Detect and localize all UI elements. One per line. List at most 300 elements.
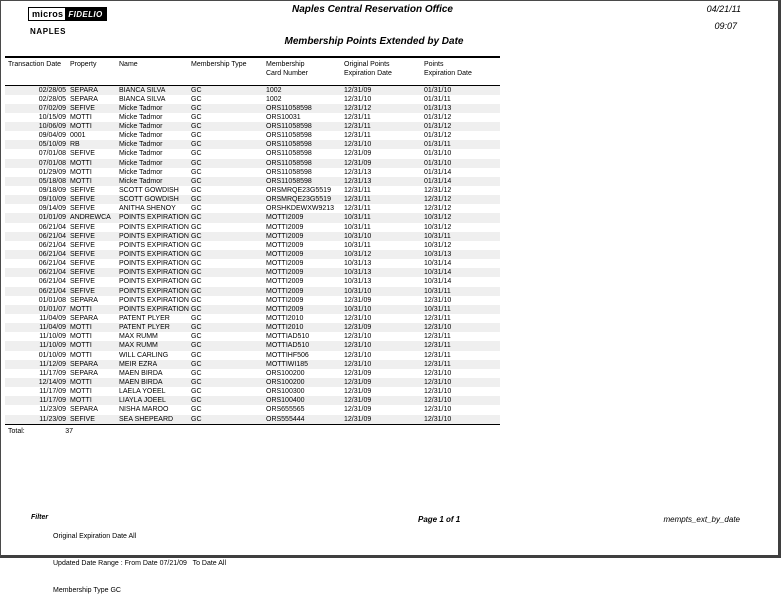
cell-card_number: MOTTI2009 [266, 214, 304, 222]
cell-name: MAX RUMM [119, 333, 158, 341]
cell-card_number: MOTTIAD510 [266, 342, 310, 350]
cell-name: Micke Tadmor [119, 168, 163, 176]
cell-membership_type: GC [191, 305, 202, 313]
cell-card_number: MOTTI2009 [266, 232, 304, 240]
cell-transaction_date: 11/17/09 [39, 369, 66, 377]
office-title: Naples Central Reservation Office [292, 4, 453, 15]
cell-name: SCOTT GOWDISH [119, 187, 179, 195]
cell-original_points_expiration_date: 12/31/09 [344, 159, 372, 167]
cell-points_expiration_date: 10/31/13 [424, 251, 452, 259]
cell-membership_type: GC [191, 214, 202, 222]
cell-property: SEFIVE [70, 251, 95, 259]
table-row [5, 396, 500, 405]
cell-property: SEFIVE [70, 196, 95, 204]
cell-transaction_date: 10/15/09 [38, 113, 66, 121]
cell-card_number: ORS11058598 [266, 159, 312, 167]
cell-original_points_expiration_date: 12/31/11 [344, 113, 371, 121]
cell-property: MOTTI [70, 351, 92, 359]
cell-card_number: ORS11058598 [266, 123, 312, 131]
cell-name: NISHA MAROO [119, 406, 169, 414]
cell-transaction_date: 11/04/09 [39, 324, 66, 332]
table-row [5, 95, 500, 104]
cell-transaction_date: 09/10/09 [38, 196, 66, 204]
cell-original_points_expiration_date: 10/31/10 [344, 232, 372, 240]
cell-card_number: ORS100200 [266, 369, 305, 377]
cell-membership_type: GC [191, 296, 202, 304]
cell-transaction_date: 12/14/09 [38, 379, 66, 386]
cell-property: MOTTI [70, 388, 92, 396]
cell-card_number: MOTTI2009 [266, 260, 304, 268]
filter-criteria [53, 514, 226, 604]
cell-name: POINTS EXPIRATION [119, 278, 189, 286]
cell-name: POINTS EXPIRATION [119, 241, 189, 249]
table-row [5, 378, 500, 387]
filter-line-membership-type: Membership Type GC [53, 587, 121, 594]
cell-membership_type: GC [191, 315, 202, 323]
table-row [5, 223, 500, 232]
column-header-original_points_expiration_date: Original Points Expiration Date [343, 57, 423, 85]
cell-transaction_date: 02/28/05 [38, 95, 66, 103]
cell-property: MOTTI [70, 177, 92, 185]
cell-points_expiration_date: 12/31/10 [424, 388, 452, 396]
cell-name: POINTS EXPIRATION [119, 296, 189, 304]
cell-original_points_expiration_date: 12/31/09 [344, 86, 372, 94]
cell-points_expiration_date: 10/31/14 [424, 260, 452, 268]
table-row [5, 186, 500, 195]
cell-original_points_expiration_date: 12/31/10 [344, 315, 372, 323]
cell-original_points_expiration_date: 12/31/09 [344, 150, 372, 158]
cell-name: Micke Tadmor [119, 132, 163, 140]
cell-original_points_expiration_date: 12/31/13 [344, 168, 372, 176]
cell-name: Micke Tadmor [119, 141, 163, 149]
cell-property: MOTTI [70, 305, 92, 313]
cell-points_expiration_date: 01/31/13 [424, 104, 452, 112]
cell-original_points_expiration_date: 10/31/13 [344, 269, 372, 277]
cell-original_points_expiration_date: 12/31/11 [344, 132, 371, 140]
page-number: Page 1 of 1 [418, 515, 461, 524]
cell-points_expiration_date: 12/31/10 [424, 379, 452, 386]
cell-points_expiration_date: 12/31/10 [423, 415, 500, 425]
table-row [5, 104, 500, 113]
table-row [5, 140, 500, 149]
cell-transaction_date: 06/21/04 [38, 241, 66, 249]
cell-card_number: ORS100400 [266, 397, 305, 405]
cell-original_points_expiration_date: 12/31/10 [344, 351, 372, 359]
cell-name: POINTS EXPIRATION [119, 287, 189, 295]
cell-points_expiration_date: 12/31/10 [424, 369, 452, 377]
table-row [5, 113, 500, 122]
table-row [5, 250, 500, 259]
cell-property: SEFIVE [70, 260, 95, 268]
cell-points_expiration_date: 01/31/12 [424, 132, 452, 140]
cell-property: MOTTI [70, 379, 92, 386]
cell-points_expiration_date: 01/31/11 [424, 141, 451, 149]
cell-property: SEPARA [70, 95, 98, 103]
cell-transaction_date: 01/01/09 [38, 214, 66, 222]
total-label: Total: [8, 428, 25, 435]
cell-transaction_date: 06/21/04 [38, 260, 66, 268]
cell-points_expiration_date: 12/31/12 [424, 205, 452, 213]
cell-property: SEFIVE [70, 223, 95, 231]
cell-property: MOTTI [70, 168, 92, 176]
cell-membership_type: GC [191, 232, 202, 240]
cell-card_number: MOTTIWI185 [266, 360, 309, 368]
cell-name: SEA SHEPEARD [118, 415, 190, 425]
cell-name: MAX RUMM [119, 342, 158, 350]
cell-card_number: MOTTI2009 [266, 269, 304, 277]
cell-card_number: 1002 [266, 86, 282, 94]
cell-name: ANITHA SHENOY [119, 205, 176, 213]
column-header-property: Property [69, 57, 118, 85]
membership-points-table [5, 56, 500, 425]
filter-line-updated-date-range: Updated Date Range : From Date 07/21/09 To Date All [53, 560, 227, 567]
table-row [5, 369, 500, 378]
cell-property: MOTTI [70, 342, 92, 350]
cell-points_expiration_date: 12/31/11 [424, 342, 451, 350]
cell-property: SEPARA [70, 369, 98, 377]
cell-original_points_expiration_date: 12/31/10 [344, 333, 372, 341]
cell-membership_type: GC [191, 342, 202, 350]
cell-transaction_date: 05/10/09 [38, 141, 66, 149]
cell-transaction_date: 07/01/08 [38, 150, 66, 158]
cell-name: Micke Tadmor [119, 150, 163, 158]
table-row [5, 213, 500, 222]
cell-property: ANDREWCA [70, 214, 111, 222]
cell-points_expiration_date: 10/31/11 [424, 305, 451, 313]
report-file-name: mempts_ext_by_date [663, 515, 740, 524]
cell-name: BIANCA SILVA [119, 86, 166, 94]
cell-points_expiration_date: 10/31/11 [424, 232, 451, 240]
cell-points_expiration_date: 12/31/11 [424, 333, 451, 341]
cell-transaction_date: 01/01/07 [38, 305, 66, 313]
cell-property: MOTTI [70, 397, 92, 405]
cell-membership_type: GC [191, 95, 202, 103]
cell-name: Micke Tadmor [119, 113, 163, 121]
cell-property: MOTTI [70, 324, 92, 332]
table-row [5, 159, 500, 168]
cell-membership_type: GC [191, 260, 202, 268]
table-row [5, 204, 500, 213]
cell-original_points_expiration_date: 12/31/11 [344, 187, 371, 195]
table-row [5, 122, 500, 131]
table-row [5, 332, 500, 341]
cell-card_number: MOTTIAD510 [266, 333, 310, 341]
table-row [5, 85, 500, 95]
cell-points_expiration_date: 12/31/10 [424, 324, 452, 332]
cell-transaction_date: 07/02/09 [38, 104, 66, 112]
cell-membership_type: GC [191, 324, 202, 332]
cell-name: LIAYLA JOEEL [119, 397, 166, 405]
cell-name: Micke Tadmor [119, 123, 163, 131]
table-row [5, 241, 500, 250]
cell-original_points_expiration_date: 12/31/13 [344, 177, 372, 185]
cell-card_number: ORSMRQE23G5519 [266, 187, 331, 195]
cell-name: POINTS EXPIRATION [119, 214, 189, 222]
cell-membership_type: GC [191, 251, 202, 259]
cell-membership_type: GC [191, 187, 202, 195]
cell-property: SEPARA [70, 360, 98, 368]
cell-original_points_expiration_date: 12/31/09 [344, 296, 372, 304]
table-row [5, 195, 500, 204]
cell-membership_type: GC [191, 113, 202, 121]
cell-transaction_date: 09/18/09 [38, 187, 66, 195]
cell-name: PATENT PLYER [119, 324, 170, 332]
cell-transaction_date: 01/01/08 [38, 296, 66, 304]
cell-card_number: ORS100200 [266, 379, 305, 386]
cell-transaction_date: 07/01/08 [38, 159, 66, 167]
cell-points_expiration_date: 12/31/10 [424, 296, 452, 304]
cell-card_number: MOTTI2009 [266, 305, 304, 313]
cell-points_expiration_date: 01/31/10 [424, 86, 452, 94]
cell-card_number: MOTTI2009 [266, 251, 304, 259]
cell-name: MEIR EZRA [119, 360, 158, 368]
table-row [5, 415, 500, 425]
cell-name: Micke Tadmor [119, 177, 163, 185]
cell-property: RB [70, 141, 80, 149]
cell-transaction_date: 05/18/08 [38, 177, 66, 185]
table-row [5, 314, 500, 323]
report-title: Membership Points Extended by Date [284, 36, 464, 47]
cell-transaction_date: 06/21/04 [38, 251, 66, 259]
cell-name: PATENT PLYER [119, 315, 170, 323]
table-row [5, 305, 500, 314]
cell-card_number: ORS11058598 [266, 150, 312, 158]
cell-name: POINTS EXPIRATION [119, 251, 189, 259]
column-header-name: Name [118, 57, 190, 85]
cell-transaction_date: 02/28/05 [38, 86, 66, 94]
cell-membership_type: GC [191, 333, 202, 341]
cell-property: MOTTI [70, 333, 92, 341]
cell-membership_type: GC [191, 379, 202, 386]
cell-name: POINTS EXPIRATION [119, 260, 189, 268]
cell-card_number: MOTTI2009 [266, 287, 304, 295]
cell-name: SCOTT GOWDISH [119, 196, 179, 204]
table-row [5, 259, 500, 268]
cell-card_number: ORS10031 [266, 113, 301, 121]
cell-property: 0001 [70, 132, 86, 140]
cell-property: MOTTI [70, 113, 92, 121]
cell-membership_type: GC [191, 123, 202, 131]
cell-property: SEFIVE [70, 104, 95, 112]
table-row [5, 323, 500, 332]
cell-property: SEFIVE [70, 278, 95, 286]
column-header-transaction_date: Transaction Date [5, 57, 69, 85]
cell-name: POINTS EXPIRATION [119, 232, 189, 240]
cell-points_expiration_date: 10/31/11 [424, 287, 451, 295]
cell-points_expiration_date: 12/31/10 [424, 397, 452, 405]
logo-micros-text: micros [29, 8, 65, 20]
cell-transaction_date: 11/23/09 [5, 415, 69, 425]
cell-original_points_expiration_date: 12/31/11 [344, 123, 371, 131]
filter-label: Filter [31, 514, 49, 521]
cell-points_expiration_date: 12/31/10 [424, 406, 452, 414]
cell-original_points_expiration_date: 10/31/11 [344, 241, 371, 249]
cell-membership_type: GC [191, 196, 202, 204]
cell-points_expiration_date: 01/31/14 [424, 168, 452, 176]
cell-original_points_expiration_date: 10/31/11 [344, 223, 371, 231]
cell-transaction_date: 11/10/09 [39, 342, 66, 350]
cell-transaction_date: 11/10/09 [39, 333, 66, 341]
cell-points_expiration_date: 01/31/10 [424, 159, 452, 167]
cell-original_points_expiration_date: 12/31/09 [344, 324, 372, 332]
table-row [5, 277, 500, 286]
column-header-membership_type: Membership Type [190, 57, 265, 85]
cell-card_number: ORSHKDEWXW9213 [266, 205, 335, 213]
cell-original_points_expiration_date: 12/31/10 [344, 141, 372, 149]
table-row [5, 268, 500, 277]
cell-original_points_expiration_date: 10/31/12 [344, 251, 372, 259]
cell-property: SEFIVE [69, 415, 118, 425]
table-row [5, 296, 500, 305]
cell-card_number: ORS11058598 [266, 104, 312, 112]
table-row [5, 351, 500, 360]
cell-original_points_expiration_date: 10/31/13 [344, 278, 372, 286]
report-run-time: 09:07 [714, 21, 737, 31]
cell-card_number: MOTTI2009 [266, 223, 304, 231]
property-code: NAPLES [30, 27, 67, 36]
cell-card_number: MOTTI2009 [266, 278, 304, 286]
cell-original_points_expiration_date: 10/31/10 [344, 305, 372, 313]
cell-points_expiration_date: 10/31/12 [424, 241, 452, 249]
cell-original_points_expiration_date: 12/31/09 [344, 379, 372, 386]
cell-property: SEFIVE [70, 269, 95, 277]
cell-card_number: ORS11058598 [266, 141, 312, 149]
cell-membership_type: GC [191, 205, 202, 213]
cell-card_number: MOTTI2009 [266, 296, 304, 304]
cell-original_points_expiration_date: 12/31/10 [344, 342, 372, 350]
cell-property: MOTTI [70, 123, 92, 131]
cell-transaction_date: 11/17/09 [39, 397, 66, 405]
cell-membership_type: GC [191, 150, 202, 158]
cell-name: POINTS EXPIRATION [119, 223, 189, 231]
cell-card_number: MOTTIHF506 [266, 351, 309, 359]
logo-fidelio-text: FIDELIO [65, 8, 105, 20]
cell-property: SEFIVE [70, 287, 95, 295]
cell-points_expiration_date: 10/31/12 [424, 214, 452, 222]
cell-card_number: MOTTI2010 [266, 315, 304, 323]
table-row [5, 168, 500, 177]
cell-card_number: ORS11058598 [266, 177, 312, 185]
cell-membership_type: GC [191, 223, 202, 231]
cell-transaction_date: 11/04/09 [39, 315, 66, 323]
cell-card_number: ORSMRQE23G5519 [266, 196, 331, 204]
cell-membership_type: GC [191, 241, 202, 249]
cell-membership_type: GC [191, 397, 202, 405]
cell-original_points_expiration_date: 12/31/09 [344, 369, 372, 377]
cell-name: POINTS EXPIRATION [119, 269, 189, 277]
cell-name: MAEN BIRDA [119, 369, 163, 377]
cell-name: BIANCA SILVA [119, 95, 166, 103]
cell-property: SEPARA [70, 406, 98, 414]
cell-name: MAEN BIRDA [119, 379, 163, 386]
cell-name: LAELA YOEEL [119, 388, 166, 396]
table-row [5, 131, 500, 140]
cell-points_expiration_date: 01/31/11 [424, 95, 451, 103]
cell-points_expiration_date: 12/31/12 [424, 196, 452, 204]
cell-transaction_date: 06/21/04 [38, 223, 66, 231]
column-header-points_expiration_date: Points Expiration Date [423, 57, 500, 85]
cell-transaction_date: 06/21/04 [38, 269, 66, 277]
cell-membership_type: GC [191, 132, 202, 140]
cell-membership_type: GC [191, 141, 202, 149]
cell-membership_type: GC [191, 104, 202, 112]
cell-card_number: ORS11058598 [266, 168, 312, 176]
cell-card_number: ORS555444 [265, 415, 343, 425]
table-row [5, 177, 500, 186]
cell-card_number: MOTTI2010 [266, 324, 304, 332]
cell-membership_type: GC [191, 269, 202, 277]
cell-name: Micke Tadmor [119, 159, 163, 167]
cell-original_points_expiration_date: 12/31/09 [344, 406, 372, 414]
cell-original_points_expiration_date: 10/31/10 [344, 287, 372, 295]
cell-points_expiration_date: 10/31/12 [424, 223, 452, 231]
cell-points_expiration_date: 01/31/14 [424, 177, 452, 185]
cell-original_points_expiration_date: 12/31/11 [344, 196, 371, 204]
cell-card_number: ORS655565 [266, 406, 305, 414]
cell-membership_type: GC [191, 177, 202, 185]
cell-transaction_date: 11/17/09 [39, 388, 66, 396]
cell-points_expiration_date: 10/31/14 [424, 269, 452, 277]
cell-membership_type: GC [191, 369, 202, 377]
cell-card_number: ORS100300 [266, 388, 305, 396]
cell-property: SEFIVE [70, 232, 95, 240]
cell-membership_type: GC [191, 168, 202, 176]
cell-membership_type: GC [190, 415, 265, 425]
cell-transaction_date: 09/14/09 [38, 205, 66, 213]
cell-name: WILL CARLING [119, 351, 169, 359]
column-header-card_number: Membership Card Number [265, 57, 343, 85]
total-value: 37 [65, 428, 73, 435]
cell-points_expiration_date: 01/31/12 [424, 123, 452, 131]
table-header-row [5, 57, 500, 85]
cell-transaction_date: 11/23/09 [39, 406, 66, 414]
cell-transaction_date: 06/21/04 [38, 232, 66, 240]
cell-points_expiration_date: 12/31/11 [424, 351, 451, 359]
cell-property: MOTTI [70, 159, 92, 167]
cell-original_points_expiration_date: 12/31/10 [344, 360, 372, 368]
cell-points_expiration_date: 12/31/12 [424, 187, 452, 195]
cell-property: SEPARA [70, 296, 98, 304]
table-row [5, 341, 500, 350]
table-row [5, 287, 500, 296]
cell-original_points_expiration_date: 12/31/10 [344, 95, 372, 103]
cell-membership_type: GC [191, 287, 202, 295]
cell-transaction_date: 10/06/09 [38, 123, 66, 131]
cell-points_expiration_date: 01/31/10 [424, 150, 452, 158]
cell-card_number: 1002 [266, 95, 282, 103]
cell-membership_type: GC [191, 86, 202, 94]
cell-original_points_expiration_date: 12/31/09 [344, 388, 372, 396]
cell-original_points_expiration_date: 12/31/09 [343, 415, 423, 425]
cell-membership_type: GC [191, 360, 202, 368]
cell-original_points_expiration_date: 12/31/11 [344, 205, 371, 213]
cell-points_expiration_date: 12/31/11 [424, 315, 451, 323]
table-row [5, 232, 500, 241]
table-row [5, 387, 500, 396]
cell-points_expiration_date: 01/31/12 [424, 113, 452, 121]
table-row [5, 405, 500, 414]
cell-membership_type: GC [191, 278, 202, 286]
cell-property: SEFIVE [70, 241, 95, 249]
cell-card_number: ORS11058598 [266, 132, 312, 140]
cell-property: SEFIVE [70, 205, 95, 213]
cell-property: SEFIVE [70, 150, 95, 158]
cell-points_expiration_date: 10/31/14 [424, 278, 452, 286]
cell-property: SEFIVE [70, 187, 95, 195]
cell-transaction_date: 09/04/09 [38, 132, 66, 140]
cell-property: SEPARA [70, 315, 98, 323]
cell-transaction_date: 06/21/04 [38, 278, 66, 286]
